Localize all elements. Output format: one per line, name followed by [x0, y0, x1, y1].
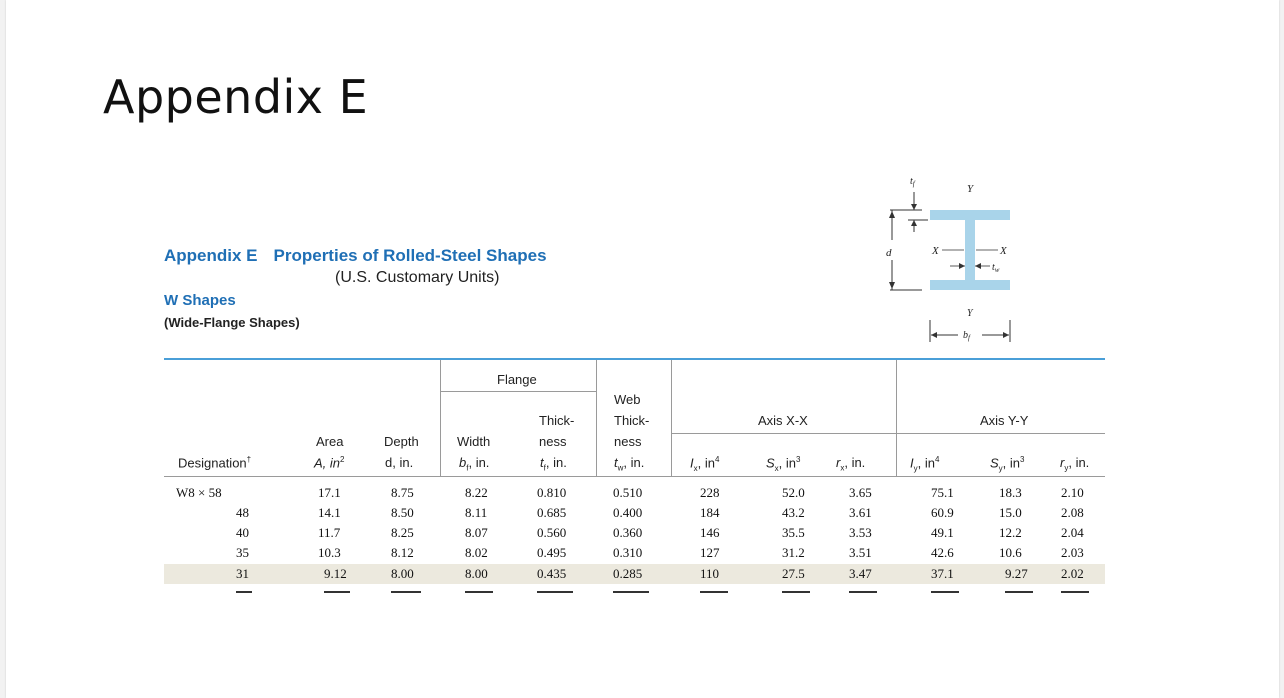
table-row: 40 11.7 8.25 8.07 0.560 0.360 146 35.5 3.53 49.1 12.2 2.04: [236, 525, 1084, 540]
top-flange: [930, 210, 1010, 220]
col-width-title: Width: [457, 434, 491, 449]
group-axis-xx: Axis X-X: [758, 413, 808, 428]
table-row: 31 9.12 8.00 8.00 0.435 0.285 110 27.5 3.47 37.1 9.27 2.02: [164, 564, 1105, 584]
header-bottom-rule: [164, 476, 1105, 477]
table-row: 48 14.1 8.50 8.11 0.685 0.400 184 43.2 3.61 60.9 15.0 2.08: [236, 505, 1084, 520]
divider: [671, 360, 672, 477]
col-depth-title: Depth: [384, 434, 419, 449]
col-area-title: Area: [316, 434, 344, 449]
section-title: W Shapes: [164, 292, 236, 309]
col-designation: Designation†: [178, 455, 252, 471]
col-iy: $I_y$, $in^4$: [910, 455, 940, 473]
svg-text:bf: $b_f$: [963, 330, 970, 342]
y-axis-bottom-label: Y: [967, 308, 973, 319]
axisx-underline: [672, 433, 896, 434]
col-sx: $S_x$, $in^3$: [766, 455, 801, 473]
col-thick-unit: $t_f$, in.: [540, 455, 567, 473]
depth-label: d: [886, 247, 892, 259]
col-ix: $I_x$, $in^4$: [690, 455, 720, 473]
tf-label: t: [910, 176, 913, 187]
group-flange: Flange: [497, 372, 537, 387]
divider: [596, 360, 597, 477]
flange-underline: [441, 391, 596, 392]
bottom-flange: [930, 280, 1010, 290]
table-row: W8 × 58 17.1 8.75 8.22 0.810 0.510 228 52.0 3.65 75.1 18.3 2.10: [176, 485, 1084, 500]
col-width-unit: $b_f$, in.: [459, 455, 490, 473]
col-thick-title2: ness: [539, 434, 567, 449]
divider: [896, 360, 897, 477]
web: [965, 220, 975, 280]
table-row: 35 10.3 8.12 8.02 0.495 0.310 127 31.2 3.51 42.6 10.6 2.03: [236, 545, 1084, 560]
section-subtitle: (Wide-Flange Shapes): [164, 315, 300, 330]
col-depth-unit: d, in.: [385, 455, 414, 470]
col-sy: $S_y$, $in^3$: [990, 455, 1025, 473]
y-axis-top-label: Y: [967, 183, 974, 195]
col-ry: $r_y$, in.: [1060, 455, 1090, 473]
col-web-unit: $t_w$, in.: [614, 455, 645, 473]
bf-label: b: [963, 330, 968, 341]
appendix-label: Appendix E: [164, 246, 258, 265]
divider: [440, 360, 441, 477]
axisy-underline: [897, 433, 1105, 434]
col-rx: $r_x$, in.: [836, 455, 866, 473]
svg-text:tf: $t_f$: [910, 176, 915, 188]
group-axis-yy: Axis Y-Y: [980, 413, 1029, 428]
w-shape-diagram: [870, 170, 1045, 350]
table-top-rule: [164, 358, 1105, 360]
col-area-unit: A, $in^2$: [314, 455, 345, 471]
slide: [6, 0, 1279, 698]
cropped-row-remnant: [164, 592, 1105, 596]
tw-label: t: [992, 262, 995, 273]
col-web-title2: ness: [614, 434, 642, 449]
units-note: (U.S. Customary Units): [335, 269, 500, 286]
group-web: Web: [614, 392, 641, 407]
appendix-heading: [164, 246, 547, 287]
x-axis-right-label: X: [1000, 245, 1007, 257]
appendix-title: Properties of Rolled-Steel Shapes: [273, 246, 547, 265]
col-thick-title: Thick-: [539, 413, 575, 428]
slide-title: Appendix E: [103, 70, 369, 124]
x-axis-left-label: X: [932, 245, 939, 257]
col-web-title: Thick-: [614, 413, 650, 428]
svg-text:tw: $t_w$: [992, 262, 1000, 274]
